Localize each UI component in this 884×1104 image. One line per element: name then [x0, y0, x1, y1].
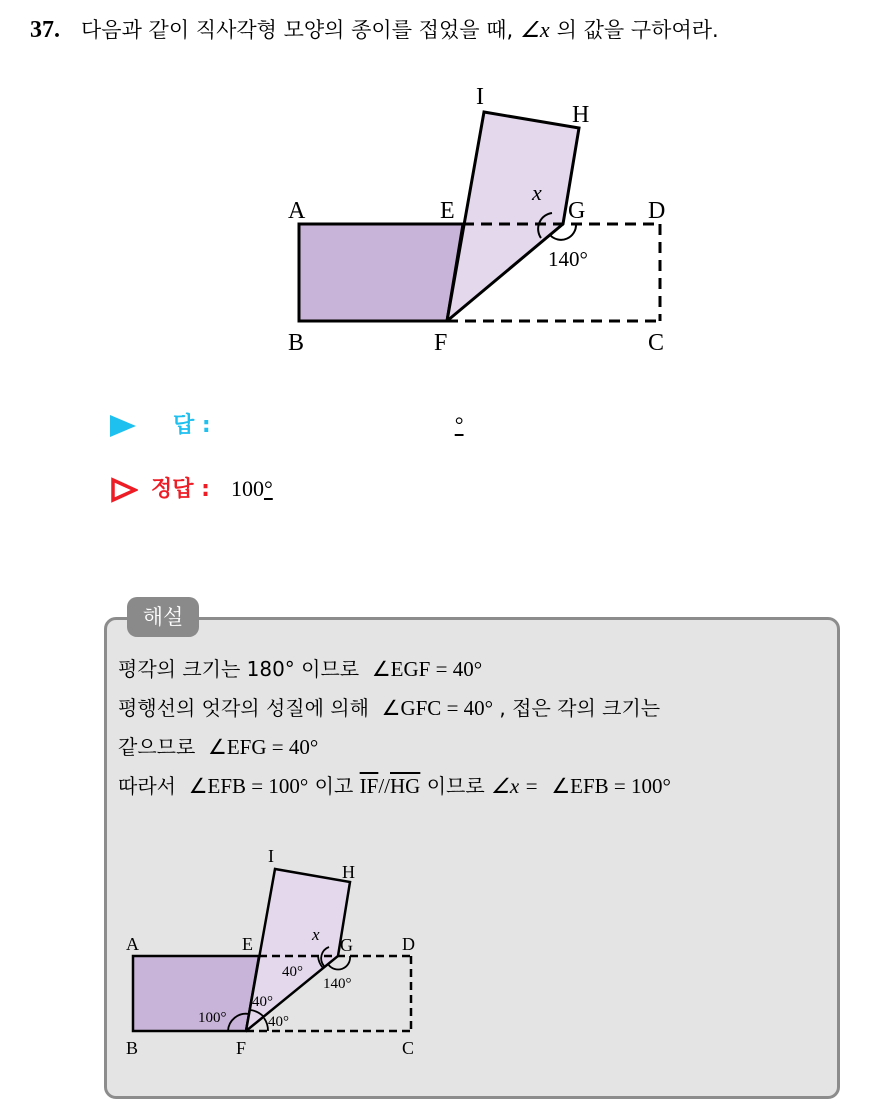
angle-40-f2-label: 40° — [268, 1014, 289, 1030]
label-i-2: I — [268, 846, 274, 866]
line1-math: ∠EGF = 40° — [371, 657, 483, 681]
label-e-2: E — [242, 934, 253, 954]
label-h-2: H — [342, 862, 355, 882]
angle-x-label: x — [532, 180, 542, 205]
label-e: E — [440, 198, 455, 224]
solution-line-2 — [118, 689, 833, 728]
line3-math: ∠EFG = 40° — [208, 735, 319, 759]
label-g: G — [568, 198, 586, 224]
correct-value — [231, 476, 273, 501]
figure-folded-rectangle — [270, 78, 690, 368]
label-a-2: A — [126, 934, 139, 954]
answer-unit: ° — [454, 412, 464, 437]
line4-math1: ∠EFB = 100° — [188, 774, 309, 798]
label-b-2: B — [126, 1038, 139, 1058]
answer-label: 답 : — [173, 413, 211, 438]
line2-tail: , 접은 각의 크기는 — [499, 696, 661, 720]
solution-text — [118, 650, 833, 806]
correct-arrow-icon — [110, 477, 138, 503]
line4-math2: ∠EFB = 100° — [551, 774, 671, 798]
line3-text: 같으므로 — [118, 735, 196, 759]
problem-number: 37. — [30, 17, 60, 43]
line4-b: 이고 — [314, 774, 354, 798]
rect-region-abfe-2 — [133, 956, 259, 1031]
angle-100-label: 100° — [198, 1010, 227, 1026]
angle-140-label-2: 140° — [323, 976, 352, 992]
problem-statement — [30, 14, 870, 44]
line2-text: 평행선의 엇각의 성질에 의해 — [118, 696, 369, 720]
solution-line-3 — [118, 728, 833, 767]
problem-text-before: 다음과 같이 직사각형 모양의 종이를 접었을 때, — [81, 18, 514, 42]
label-c-2: C — [402, 1038, 415, 1058]
angle-140-label: 140° — [548, 247, 588, 271]
line4-x: ∠x = — [491, 774, 539, 798]
label-f-2: F — [236, 1038, 247, 1058]
label-d-2: D — [402, 934, 415, 954]
problem-text-after: 의 값을 구하여라. — [556, 18, 719, 42]
angle-40-f1-label: 40° — [252, 994, 273, 1010]
label-a: A — [288, 198, 306, 224]
answer-arrow-icon — [110, 415, 136, 437]
label-g-2: G — [340, 935, 353, 955]
correct-label: 정답 : — [151, 477, 210, 502]
label-c: C — [648, 330, 665, 356]
correct-number: 100 — [230, 476, 264, 501]
rect-region-abfe — [299, 224, 463, 321]
solution-badge: 해설 — [127, 597, 199, 637]
label-f: F — [434, 330, 448, 356]
segment-hg: $\overline{HG}$ — [390, 774, 421, 798]
angle-x-label-2: x — [312, 925, 320, 944]
angle-x-symbol: ∠x — [520, 17, 550, 42]
label-i: I — [476, 84, 484, 110]
label-d: D — [648, 198, 666, 224]
line2-math: ∠GFC = 40° — [381, 696, 494, 720]
answer-row — [110, 408, 464, 439]
label-b: B — [288, 330, 305, 356]
solution-line-1 — [118, 650, 833, 689]
solution-line-4 — [118, 767, 833, 806]
segment-if: $\overline{IF}$ — [359, 774, 379, 798]
line4-a: 따라서 — [118, 774, 176, 798]
correct-answer-row — [110, 472, 273, 503]
line4-c: 이므로 — [426, 774, 485, 798]
parallel-sign: // — [378, 774, 390, 798]
correct-unit: ° — [263, 476, 273, 501]
angle-40-g-label: 40° — [282, 964, 303, 980]
label-h: H — [572, 102, 590, 128]
figure-solution — [118, 840, 438, 1070]
line1-text: 평각의 크기는 180° 이므로 — [118, 657, 360, 681]
